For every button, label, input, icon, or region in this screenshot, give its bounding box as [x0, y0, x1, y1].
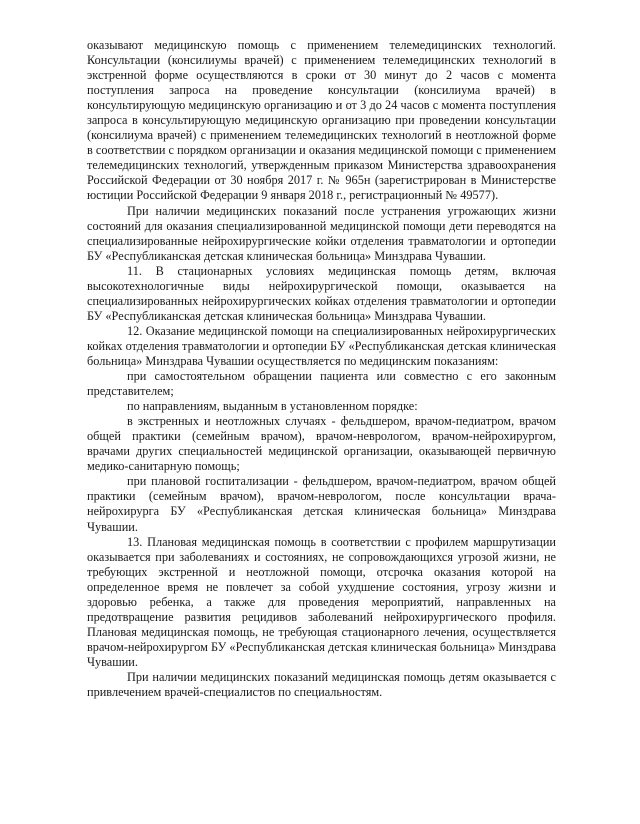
paragraph-item-12: 12. Оказание медицинской помощи на специализированных нейрохирургических койках отделения травматологии и ортопедии БУ «Республиканская детская клиническая больница» Минздрава Чувашии осуществляется по медицинским показаниям: — [87, 323, 556, 368]
document-page — [87, 38, 556, 700]
paragraph-telemedicine: оказывают медицинскую помощь с применением телемедицинских технологий. Консультации (консилиумы врачей) с применением телемедицинских технологий в экстренной форме осуществляются в сроки от 30 минут до 2 часов с момента поступления запроса на проведение консультации (консилиума врачей) в консультирующую медицинскую организацию и от 3 до 24 часов с момента поступления запроса в консультирующую медицинскую организацию при проведении консультации (консилиума врачей) с применением телемедицинских технологий в неотложной форме в соответствии с порядком организации и оказания медицинской помощи с применением телемедицинских технологий, утвержденным приказом Министерства здравоохранения Российской Федерации от 30 ноября 2017 г. № 965н (зарегистрирован в Министерстве юстиции Российской Федерации 9 января 2018 г., регистрационный № 49577). — [87, 38, 556, 203]
paragraph-planned-hospitalization: при плановой госпитализации - фельдшером, врачом-педиатром, врачом общей практики (семейным врачом), врачом-неврологом, после консультации врача-нейрохирурга БУ «Республиканская детская клиническая больница» Минздрава Чувашии. — [87, 474, 556, 534]
paragraph-emergency: в экстренных и неотложных случаях - фельдшером, врачом-педиатром, врачом общей практики (семейным врачом), врачом-неврологом, врачом-нейрохирургом, врачами других специальностей медицинской организации, оказывающей первичную медико-санитарную помощь; — [87, 414, 556, 474]
paragraph-item-13: 13. Плановая медицинская помощь в соответствии с профилем маршрутизации оказывается при заболеваниях и состояниях, не сопровождающихся угрозой жизни, не требующих экстренной и неотложной помощи, отсрочка оказания которой на определенное время не повлечет за собой ухудшение состояния, угрозу жизни и здоровью ребенка, а также для проведения мероприятий, направленных на предотвращение развития рецидивов заболеваний нейрохирургического профиля. Плановая медицинская помощь, не требующая стационарного лечения, осуществляется врачом-нейрохирургом БУ «Республиканская детская клиническая больница» Минздрава Чувашии. — [87, 534, 556, 669]
paragraph-transfer: При наличии медицинских показаний после устранения угрожающих жизни состояний для оказания специализированной медицинской помощи дети переводятся на специализированные нейрохирургические койки отделения травматологии и ортопедии БУ «Республиканская детская клиническая больница» Минздрава Чувашии. — [87, 203, 556, 263]
paragraph-by-referral: по направлениям, выданным в установленном порядке: — [127, 399, 418, 414]
paragraph-self-referral: при самостоятельном обращении пациента или совместно с его законным представителем; — [87, 369, 556, 399]
paragraph-specialists: При наличии медицинских показаний медицинская помощь детям оказывается с привлечением врачей-специалистов по специальностям. — [87, 669, 556, 700]
paragraph-item-11: 11. В стационарных условиях медицинская помощь детям, включая высокотехнологичные виды нейрохирургической помощи, оказывается на специализированных нейрохирургических койках отделения травматологии и ортопедии БУ «Республиканская детская клиническая больница» Минздрава Чувашии. — [87, 263, 556, 323]
